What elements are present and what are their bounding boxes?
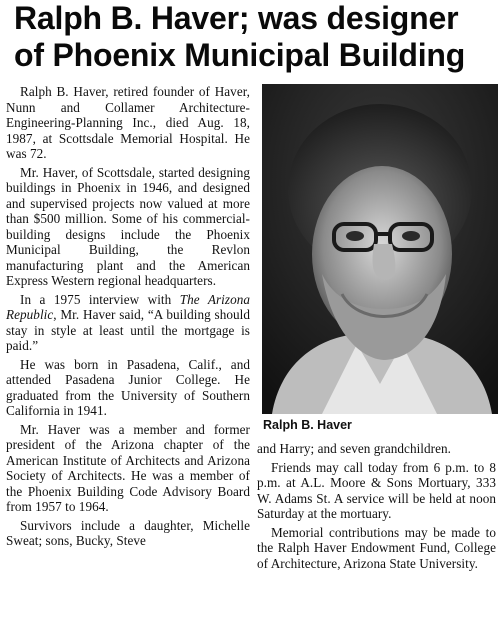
portrait-image xyxy=(262,84,498,414)
quote-text: , Mr. Haver said, “A building should stay in style at least until the mortgage is paid.” xyxy=(6,307,250,353)
paragraph-memberships: Mr. Haver was a member and former president of the Arizona chapter of the American Institute of Architects and Arizona Society of Architects. He was a member of the Phoenix Building Code Advisory Board from 1957 to 1964. xyxy=(6,421,250,514)
paragraph-visitation: Friends may call today from 6 p.m. to 8 p.m. at A.L. Moore & Sons Mortuary, 333 W. Adams St. A service will be held at noon Saturday at the mortuary. xyxy=(257,459,496,521)
paragraph-intro: Ralph B. Haver, retired founder of Haver, Nunn and Collamer Architecture-Engineering-Planning Inc., died Aug. 18, 1987, at Scottsdale Memorial Hospital. He was 72. xyxy=(6,84,250,161)
paragraph-education: He was born in Pasadena, Calif., and attended Pasadena Junior College. He graduated from the University of Southern California in 1941. xyxy=(6,356,250,418)
paragraph-quote xyxy=(6,292,250,354)
newspaper-name: The Arizona Republic xyxy=(6,291,250,322)
headline xyxy=(14,0,500,74)
paragraph-survivors-end: and Harry; and seven grandchildren. xyxy=(257,441,451,456)
quote-lead: In a 1975 interview with xyxy=(20,291,180,307)
photo-caption: Ralph B. Haver xyxy=(263,418,352,432)
paragraph-career: Mr. Haver, of Scottsdale, started designing buildings in Phoenix in 1946, and designed and supervised projects now valued at more than $500 million. Some of his commercial-building designs include the Phoenix Municipal Building, the Revlon manufacturing plant and the American Express Western regional headquarters. xyxy=(6,164,250,288)
portrait-photo xyxy=(262,84,498,414)
article-column-left xyxy=(6,84,250,552)
paragraph-survivors-start: Survivors include a daughter, Michelle Sweat; sons, Bucky, Steve xyxy=(6,517,250,548)
headline-line-1: Ralph B. Haver; was designer xyxy=(14,0,459,36)
article-column-right xyxy=(257,441,496,574)
paragraph-memorial: Memorial contributions may be made to the Ralph Haver Endowment Fund, College of Architecture, Arizona State University. xyxy=(257,524,496,571)
headline-line-2: of Phoenix Municipal Building xyxy=(14,37,466,73)
